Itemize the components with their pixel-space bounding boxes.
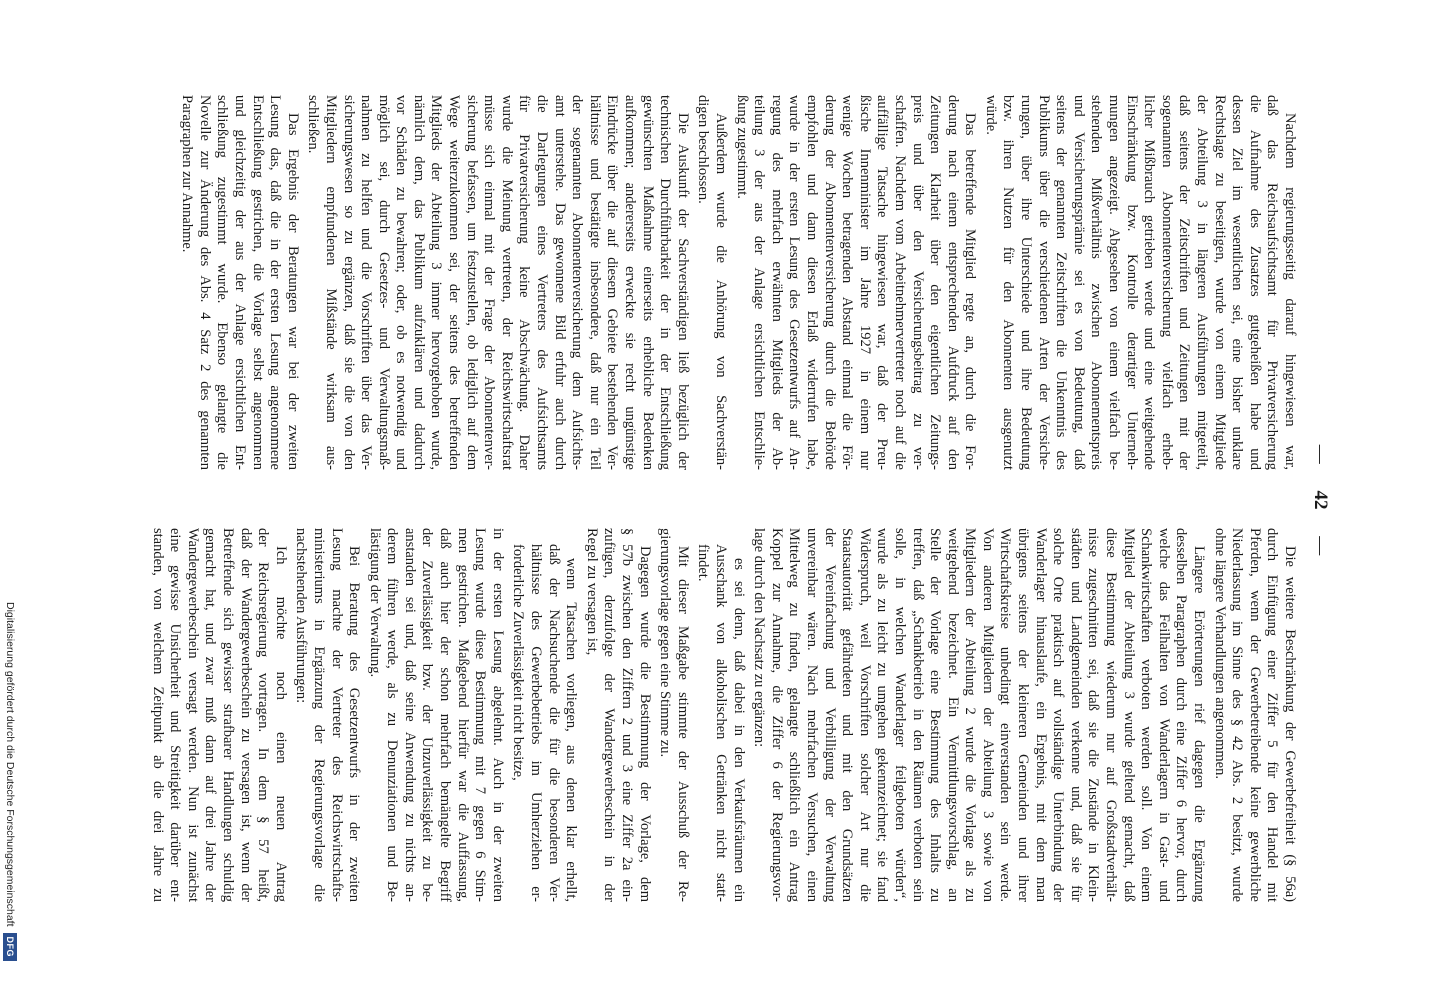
header-dash-right: — bbox=[1310, 536, 1331, 556]
text-line: Schankwirtschaften verboten werden soll. Von einem bbox=[1138, 528, 1155, 902]
text-line: ohne längere Verhandlungen angenommen. bbox=[1211, 528, 1228, 779]
text-line: Von anderen Mitgliedern der Abteilung 3 sowie von bbox=[979, 528, 996, 902]
text-line: Bei Beratung des Gesetzentwurfs in der zweiten bbox=[346, 546, 363, 902]
text-line: Paragraphen zur Annahme. bbox=[179, 95, 196, 253]
paragraph bbox=[148, 528, 289, 902]
text-line: Ausschank von alkoholischen Getränken nicht statt- bbox=[713, 544, 729, 902]
text-line: gewünschten Maßnahme einerseits erhebliche Bedenken bbox=[639, 95, 656, 470]
text-line: Novelle zur Änderung des Abs. 4 Satz 2 des genannten bbox=[196, 95, 213, 470]
text-line: der sogenannten Abonnentenversicherung dem Aufsichts- bbox=[569, 95, 586, 470]
text-line: daß seitens der Zeitschriften und Zeitungen mit der bbox=[1176, 95, 1193, 470]
text-line: ßung zugestimmt. bbox=[733, 95, 750, 199]
document-page bbox=[130, 90, 1340, 910]
page-header bbox=[1308, 90, 1332, 910]
text-line: Pferden, wenn der Gewerbetreibende keine gewerbliche bbox=[1246, 528, 1263, 902]
paragraph bbox=[292, 528, 362, 902]
text-line: nachstehenden Ausführungen: bbox=[293, 528, 310, 704]
text-line: men gestrichen. Maßgebend hierfür war die Auffassung, bbox=[454, 528, 471, 902]
text-line: möglich sei, durch Gesetzes- und Verwaltungsmaß- bbox=[375, 95, 392, 470]
text-line: bzw. ihren Nutzen für den Abonnenten ausgenutzt bbox=[1000, 95, 1017, 470]
text-line: Die Auskunft der Sachverständigen ließ bezüglich der bbox=[674, 113, 691, 470]
paragraph bbox=[365, 528, 506, 902]
text-line: desselben Paragraphen durch eine Ziffer 6 hervor, durch bbox=[1173, 528, 1190, 902]
text-line: Rechtslage zu beseitigen, wurde von einem Mitgliede bbox=[1211, 95, 1228, 470]
text-line: Das betreffende Mitglied regte an, durch die For- bbox=[962, 113, 979, 470]
text-line: nahmen zu helfen und die Vorschriften über das Ver- bbox=[358, 95, 375, 470]
paragraph bbox=[1210, 528, 1298, 902]
text-line: Betreffende sich gewisser strafbarer Handlungen schuldig bbox=[219, 528, 236, 902]
text-line: Lesung machte der Vertreter des Reichswirtschafts- bbox=[328, 528, 345, 902]
text-line: diese Bestimmung wiederum nur auf Großstadtverhält- bbox=[1103, 528, 1120, 902]
text-line: Wirtschaftskreise unbedingt einverstanden sein werde. bbox=[997, 528, 1014, 902]
text-line: findet. bbox=[695, 544, 712, 582]
text-line: welche das Feilhalten von Wanderlagern in Gast- und bbox=[1155, 528, 1172, 902]
text-line: in der ersten Lesung abgelehnt. Auch in der zweiten bbox=[489, 528, 506, 902]
text-line: Staatsautorität gefährdeten und mit den Grundsätzen bbox=[839, 528, 856, 902]
text-line: eine gewisse Unsicherheit und Streitigkeit darüber ent- bbox=[167, 528, 184, 902]
text-line: preis und über den Versicherungsbeitrag zu ver- bbox=[909, 95, 926, 470]
text-line: würde. bbox=[982, 95, 999, 135]
text-line: Eindrücke über die auf diesem Gebiete bestehenden Ver- bbox=[604, 95, 621, 470]
text-line: daß auch hier der schon mehrfach bemängelte Begriff bbox=[437, 528, 454, 902]
paragraph bbox=[178, 95, 301, 470]
text-line: sicherung befassen, um festzustellen, ob lediglich auf dem bbox=[463, 95, 480, 470]
text-line: zufügen, derzufolge der Wandergewerbeschein in der bbox=[601, 528, 618, 902]
digitization-notice-text: Digitalisierung gefördert durch die Deutsche Forschungsgemeinschaft bbox=[4, 602, 16, 927]
paragraph bbox=[656, 528, 691, 902]
text-line: Das Ergebnis der Beratungen war bei der zweiten bbox=[284, 113, 301, 470]
text-line: lästigung der Verwaltung. bbox=[366, 528, 383, 678]
text-line: schließen. bbox=[305, 95, 322, 154]
text-line: gierungsvorlage gegen eine Stimme zu. bbox=[657, 528, 674, 758]
text-line: Einschränkung bzw. Kontrolle derartiger Unterneh- bbox=[1123, 95, 1140, 470]
text-line: Mittelweg zu finden, gelangte schließlich ein Antrag bbox=[786, 528, 803, 902]
text-line: treffen, daß „Schankbetrieb in den Räumen verboten sein bbox=[909, 528, 926, 902]
paragraph bbox=[582, 528, 652, 902]
text-line: sicherungswesen so zu ergänzen, daß sie die von den bbox=[340, 95, 357, 470]
text-line: nisse zugeschnitten sei, daß sie die Zustände in Klein- bbox=[1085, 528, 1102, 902]
text-line: ministeriums in Ergänzung der Regierungsvorlage die bbox=[310, 528, 327, 902]
text-line: aufkommen; andererseits erweckte sie recht ungünstige bbox=[622, 95, 639, 470]
paragraph bbox=[981, 95, 1298, 470]
text-line: unvereinbar wären. Nach mehrfachen Versuchen, einen bbox=[803, 528, 820, 902]
text-line: der Reichsregierung vortragen. In dem § 57 heißt, bbox=[255, 528, 272, 902]
text-line: regung des mehrfach erwähnten Mitglieds der Ab- bbox=[768, 95, 785, 470]
header-dash-left: — bbox=[1310, 444, 1331, 464]
text-line: ßische Innenminister im Jahre 1927 in einem nur bbox=[856, 95, 873, 470]
text-line: hältnisse und bestätigte insbesondere, daß nur ein Teil bbox=[586, 95, 603, 470]
text-line: seitens der genannten Zeitschriften die Unkenntnis des bbox=[1053, 95, 1070, 470]
text-line: wenige Wochen betragenden Abstand einmal die För- bbox=[839, 95, 856, 470]
text-line: durch Einfügung einer Ziffer 5 für den Handel mit bbox=[1264, 528, 1281, 902]
text-line: Stelle der Vorlage eine Bestimmung des Inhalts zu bbox=[927, 528, 944, 902]
text-line: Ich möchte noch einen neuen Antrag bbox=[272, 546, 289, 902]
text-line: daß das Reichsaufsichtsamt für Privatversicherung bbox=[1264, 95, 1281, 470]
text-line: sogenannten Abonnentenversicherung vielfach erheb- bbox=[1158, 95, 1175, 470]
text-line: dessen Ziel im wesentlichen sei, eine bisher unklare bbox=[1229, 95, 1246, 470]
text-line: solche Orte praktisch auf vollständige Unterbindung der bbox=[1050, 528, 1067, 902]
text-line: Niederlassung im Sinne des § 42 Abs. 2 besitzt, wurde bbox=[1229, 528, 1246, 902]
paragraph bbox=[509, 528, 579, 902]
text-line: rungen, über ihre Unterschiede und ihre Bedeutung bbox=[1018, 95, 1035, 470]
text-line: weitgehend bezeichnet. Ein Vermittlungsvorschlag, an bbox=[944, 528, 961, 902]
text-line: und Versicherungsprämie sei es von Bedeutung, daß bbox=[1070, 95, 1087, 470]
text-line: amt unterstehe. Das gewonnene Bild erfuhr auch durch bbox=[551, 95, 568, 470]
text-line: teilung 3 der aus der Anlage ersichtlichen Entschlie- bbox=[751, 95, 768, 470]
text-line: der Vereinfachung und Verbilligung der Verwaltung bbox=[821, 528, 838, 902]
text-line: Nachdem regierungsseitig darauf hingewiesen war, bbox=[1282, 113, 1298, 470]
text-line: empfohlen und dann diesen Erlaß widerrufen habe, bbox=[803, 95, 820, 470]
page-number: 42 bbox=[1310, 490, 1331, 510]
text-line: Widerspruch, weil Vorschriften solcher Art nur die bbox=[856, 528, 873, 902]
paragraph bbox=[694, 95, 729, 470]
text-line: wenn Tatsachen vorliegen, aus denen klar erhellt, bbox=[563, 558, 580, 902]
text-line: Lesung das, daß die in der ersten Lesung angenommene bbox=[267, 95, 284, 470]
text-line: Regel zu versagen ist, bbox=[583, 528, 600, 656]
text-line: digen beschlossen. bbox=[695, 95, 712, 204]
text-line: wurde in der ersten Lesung des Gesetzentwurfs auf An- bbox=[786, 95, 803, 470]
text-line: Dagegen wurde die Bestimmung der Vorlage, dem bbox=[636, 546, 653, 902]
paragraph bbox=[750, 528, 1207, 902]
text-line: städten und Landgemeinden verkenne und, daß sie für bbox=[1067, 528, 1084, 902]
text-line: forderliche Zuverlässigkeit nicht besitze, bbox=[510, 544, 527, 781]
text-line: standen, von welchem Zeitpunkt ab die drei Jahre zu bbox=[149, 528, 166, 902]
text-line: gemacht hat, und zwar muß dann auf drei Jahre der bbox=[202, 528, 219, 902]
digitization-notice bbox=[2, 602, 18, 998]
paragraph bbox=[694, 528, 747, 902]
text-line: daß der Wandergewerbeschein zu versagen ist, wenn der bbox=[237, 528, 254, 902]
text-line: derem führen werde, als zu Denunziationen und Be- bbox=[384, 528, 401, 902]
text-line: § 57b zwischen den Ziffern 2 und 3 eine Ziffer 2a ein- bbox=[619, 528, 636, 902]
text-line: Wanderlager hinauslaufe, ein Ergebnis, mit dem man bbox=[1032, 528, 1049, 902]
text-line: anstanden sei und, daß seine Anwendung zu nichts an- bbox=[401, 528, 418, 902]
text-line: Zeitungen Klarheit über den eigentlichen Zeitungs- bbox=[927, 95, 944, 470]
text-line: Lesung wurde diese Bestimmung mit 7 gegen 6 Stim- bbox=[472, 528, 489, 902]
text-line: der Abteilung 3 in längeren Ausführungen mitgeteilt, bbox=[1194, 95, 1211, 470]
text-line: für Privatversicherung keine Abschwächung. Daher bbox=[516, 95, 533, 470]
text-line: lage durch den Nachsatz zu ergänzen: bbox=[751, 528, 768, 748]
text-line: Mitglied der Abteilung 3 wurde geltend gemacht, daß bbox=[1120, 528, 1137, 902]
text-line: der Zuverlässigkeit bzw. der Unzuverlässigkeit zu be- bbox=[419, 528, 436, 902]
text-line: Publikums über die verschiedenen Arten der Versiche- bbox=[1035, 95, 1052, 470]
text-line: wurde die Meinung vertreten, der Reichswirtschaftsrat bbox=[498, 95, 515, 470]
text-line: die Aufnahme des Zusatzes gutgeheißen habe und bbox=[1246, 95, 1263, 470]
paragraph bbox=[732, 95, 978, 470]
text-line: Wege weiterzukommen sei, der seitens des betreffenden bbox=[446, 95, 463, 470]
text-line: daß der Nachsuchende die für die besonderen Ver- bbox=[545, 544, 562, 902]
text-line: Wandergewerbeschein versagt werden. Nun ist zunächst bbox=[184, 528, 201, 902]
text-line: und gleichzeitig der aus der Anlage ersichtlichen Ent- bbox=[231, 95, 248, 470]
text-line: Längere Erörterungen rief dagegen die Ergänzung bbox=[1191, 546, 1208, 902]
text-line: die Darlegungen eines Vertreters des Aufsichtsamts bbox=[534, 95, 551, 470]
text-line: technischen Durchführbarkeit der in der Entschließung bbox=[657, 95, 674, 470]
dfg-logo-icon: DFG bbox=[3, 933, 17, 962]
text-line: Außerdem wurde die Anhörung von Sachverstän- bbox=[713, 113, 729, 470]
text-line: derung nach einem entsprechenden Aufdruck auf den bbox=[944, 95, 961, 470]
text-line: müsse sich einmal mit der Frage der Abonnentenver- bbox=[481, 95, 498, 470]
right-column bbox=[145, 528, 1298, 902]
text-line: hältnisse des Gewerbebetriebs im Umherziehen er- bbox=[528, 544, 545, 902]
paragraph bbox=[304, 95, 691, 470]
text-line: nämlich dem, das Publikum aufzuklären und dadurch bbox=[410, 95, 427, 470]
text-line: auffällige Tatsache hingewiesen war, daß der Preu- bbox=[874, 95, 891, 470]
text-line: licher Mißbrauch getrieben werde und eine weitgehende bbox=[1141, 95, 1158, 470]
text-line: schließung zugestimmt wurde. Ebenso gelangte die bbox=[214, 95, 231, 470]
text-line: Mitgliedern der Abteilung 2 wurde die Vorlage als zu bbox=[962, 528, 979, 902]
text-line: Mit dieser Maßgabe stimmte der Ausschuß der Re- bbox=[674, 546, 691, 902]
text-line: Mitgliedern empfundenen Mißstände wirksam aus- bbox=[322, 95, 339, 470]
text-line: Koppel zur Annahme, die Ziffer 6 der Regierungsvor- bbox=[768, 528, 785, 902]
text-line: Mitglieds der Abteilung 3 immer hervorgehoben wurde, bbox=[428, 95, 445, 470]
text-line: wurde als zu leicht zu umgehen gekennzeichnet; sie fand bbox=[874, 528, 891, 902]
text-line: vor Schäden zu bewahren; oder, ob es notwendig und bbox=[393, 95, 410, 470]
text-line: derung der Abonnentenversicherung durch die Behörde bbox=[821, 95, 838, 470]
text-line: solle, in welchen Wanderlager feilgeboten würden“, bbox=[891, 528, 908, 902]
text-line: übrigens seitens der kleineren Gemeinden und ihrer bbox=[1015, 528, 1032, 902]
text-line: Die weitere Beschränkung der Gewerbefreiheit (§ 56a) bbox=[1282, 546, 1298, 902]
text-line: Entschließung gestrichen, die Vorlage selbst angenommen bbox=[249, 95, 266, 470]
text-line: mungen angezeigt. Abgesehen von einem vielfach be- bbox=[1106, 95, 1123, 470]
left-column bbox=[175, 95, 1298, 470]
text-line: stehenden Mißverhältnis zwischen Abonnementspreis bbox=[1088, 95, 1105, 470]
text-line: es sei denn, daß dabei in den Verkaufsräumen ein bbox=[730, 558, 747, 902]
text-line: schaffen. Nachdem vom Arbeitnehmervertreter noch auf die bbox=[891, 95, 908, 470]
